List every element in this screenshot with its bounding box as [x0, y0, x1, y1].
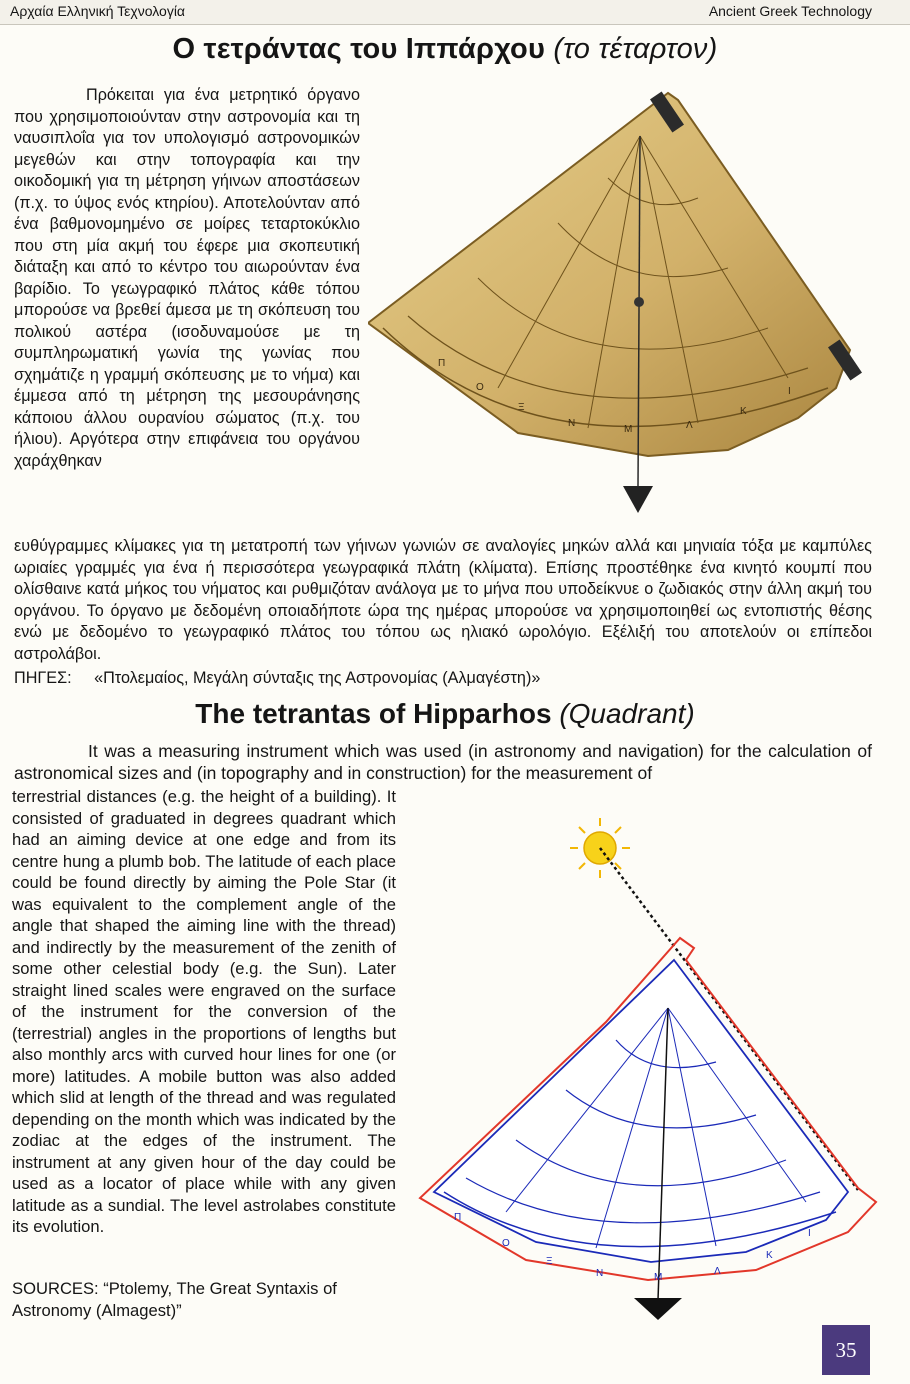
quadrant-letter-7: Ι — [788, 386, 791, 397]
diagram-letter-4: Μ — [654, 1272, 663, 1283]
quadrant-line-diagram — [396, 800, 896, 1330]
quadrant-plate — [368, 93, 850, 456]
diagram-letter-7: Ι — [808, 1228, 811, 1239]
quadrant-letter-4: Μ — [624, 424, 633, 435]
english-title-main: The tetrantas of Hipparhos — [195, 698, 552, 729]
greek-sources — [14, 668, 872, 690]
greek-title-italic: (το τέταρτον) — [553, 33, 718, 65]
page-header — [0, 0, 910, 25]
page-number: 35 — [835, 1338, 857, 1362]
quadrant-letter-1: Ο — [476, 382, 484, 393]
quadrant-sliding-bead — [634, 297, 644, 307]
quadrant-letter-2: Ξ — [518, 402, 525, 413]
greek-title-main: Ο τετράντας του Ιππάρχου — [172, 33, 546, 65]
greek-sources-label: ΠΗΓΕΣ: — [14, 669, 72, 687]
header-title-english: Ancient Greek Technology — [708, 3, 872, 19]
diagram-letter-5: Λ — [714, 1266, 721, 1277]
diagram-letter-1: Ο — [502, 1238, 510, 1249]
greek-body-second: ευθύγραμμες κλίμακες για τη μετατροπή των γήινων γωνιών σε αναλογίες μηκών αλλά και μηνιαία τόξα με καμπύλες ωριαίες γραμμές για ένα ή περισσότερα γεωγραφικά πλάτη (κλίματα). Επίσης προστέθηκε ένα κινητό κουμπί που ολίσθαινε κατά μήκος του νήματος και ρυθμιζόταν ανάλογα με το μήνα που υποδείκνυε ο ζωδιακός στην άλλη ακμή του οργάνου. Το όργανο με δεδομένη οποιαδήποτε ώρα της ημέρας μπορούσε να χρησιμοποιηθεί ως εντοπιστής θέσης ενώ με δεδομένο το γεωγραφικό πλάτος του τόπου ως ηλιακό ωρολόγιο. Εξέλιξή του αποτελούν οι επίπεδοι αστρολάβοι. — [14, 537, 872, 663]
english-title — [0, 698, 890, 730]
diagram-letter-6: Κ — [766, 1250, 773, 1261]
page-number-badge — [822, 1325, 870, 1375]
header-title-greek: Αρχαία Ελληνική Τεχνολογία — [10, 3, 186, 19]
greek-body-first: Πρόκειται για ένα μετρητικό όργανο που χρησιμοποιούνταν στην αστρονομία και τη ναυσιπλοΐα για τον υπολογισμό αστρονομικών μεγεθών και στην τοπογραφία και την οικοδομική για τη μέτρηση γήινων αποστάσεων (π.χ. το ύψος ενός κτηρίου). Αποτελούνταν από ένα βαθμονομημένο σε μοίρες τεταρτοκύκλιο που στη μία ακμή του έφερε μια σκοπευτική διάταξη και από το κέντρο του αιωρούνταν ένα βαρίδιο. Το γεωγραφικό πλάτος κάθε τόπου μπορούσε να βρεθεί άμεσα με τη σκόπευση του πολικού αστέρα (ισοδυναμούσε με τη συμπληρωματική γωνία της γωνίας που σχημάτιζε η γραμμή σκόπευσης με το νήμα) και έμμεσα από τη μέτρηση της μεσουράνησης κάποιου άλλου ουρανίου σώματος (π.χ. του ήλιου). Αργότερα στην επιφάνεια του οργάνου χαράχθηκαν — [14, 86, 360, 470]
quadrant-letter-6: Κ — [740, 406, 747, 417]
diagram-letter-3: Ν — [596, 1268, 604, 1279]
quadrant-plumb-bob — [623, 486, 653, 513]
diagram-plumb-bob — [634, 1298, 682, 1320]
greek-sources-text: «Πτολεμαίος, Μεγάλη σύνταξις της Αστρονομίας (Αλμαγέστη)» — [94, 669, 541, 687]
english-sources: SOURCES: “Ptolemy, The Great Syntaxis of Astronomy (Almagest)” — [12, 1279, 337, 1320]
quadrant-letter-5: Λ — [686, 420, 693, 431]
quadrant-photo-illustration — [368, 88, 888, 528]
english-body-second: terrestrial distances (e.g. the height of a building). It consisted of graduated in degrees quadrant which had an aiming device at one edge and from its centre hung a plumb bob. The latitude of each place could be found directly by aiming the Pole Star (it was equivalent to the complement angle of the angle that shaped the aiming line with the thread) and indirectly by the measurement of the zenith of some other celestial body (e.g. the Sun). Later straight lined scales were engraved on the surface of the instrument for the conversion of the (terrestrial) angles in the proportions of lengths but also monthly arcs with curved hour lines for one (or more) latitudes. A mobile button was also added which slid at length of the thread and was regulated depending on the month which was indicated by the zodiac at the edges of the instrument. The instrument at any given hour of the day could be used as a locator of place while with any given latitude as a sundial. The level astrolabes constitute its evolution. — [12, 787, 396, 1236]
english-body-first: It was a measuring instrument which was used (in astronomy and navigation) for the calculation of astronomical sizes and (in topography and in construction) for the measurement of — [14, 741, 872, 783]
quadrant-letter-3: Ν — [568, 418, 576, 429]
diagram-letter-0: Π — [454, 1212, 462, 1223]
english-title-italic: (Quadrant) — [559, 698, 695, 729]
quadrant-letter-0: Π — [438, 358, 446, 369]
diagram-letter-2: Ξ — [546, 1256, 553, 1267]
diagram-plate — [434, 960, 848, 1262]
greek-title — [0, 33, 890, 66]
